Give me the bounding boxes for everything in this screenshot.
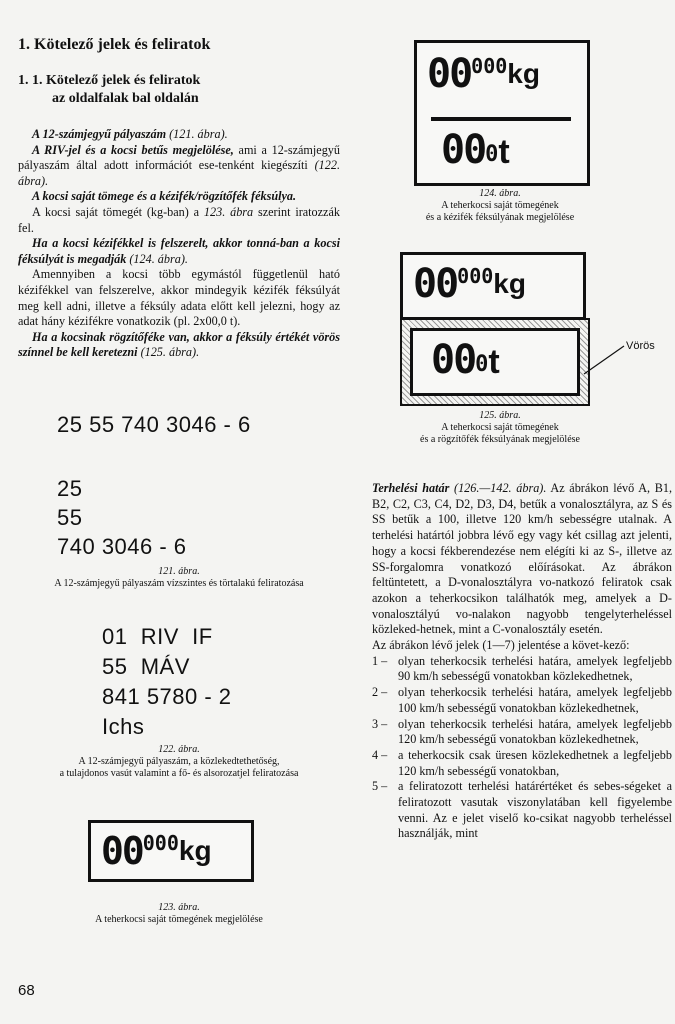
figure-number: 121. ábra.: [158, 566, 200, 577]
fig125-red-frame: [400, 318, 590, 406]
fig122-line4: Ichs: [102, 714, 145, 739]
list-item: [372, 748, 672, 779]
fig122-caption: [18, 744, 340, 780]
figure-ref: (124. ábra).: [126, 251, 188, 266]
paragraph: [18, 236, 340, 267]
brake-weight-panel: [410, 328, 580, 396]
bold-italic-text: Ha a kocsi kézifékkel is felszerelt, akkor tonná-ban a kocsi féksúlyát is megadják: [18, 236, 340, 266]
figure-number: 124. ábra.: [479, 188, 521, 199]
figure-ref: (125. ábra).: [137, 345, 200, 360]
caption-text: A 12-számjegyű pályaszám vízszintes és törtalakú feliratozása: [54, 578, 304, 589]
caption-text: és a kézifék féksúlyának megjelölése: [425, 212, 575, 223]
leader-line: [580, 340, 630, 380]
fig121-horizontal-number: 25 55 740 3046 - 6: [57, 412, 251, 437]
paragraph: [18, 205, 340, 236]
fig122-inscriptions: [102, 622, 232, 742]
fig121-caption: [18, 566, 340, 590]
page-number: 68: [18, 982, 35, 999]
paragraph: [18, 330, 340, 361]
small-digits: 000: [457, 264, 494, 288]
red-label: Vörös: [626, 340, 655, 352]
figure-number: 122. ábra.: [158, 744, 200, 755]
paragraph: [18, 127, 340, 143]
subsection-heading: [18, 72, 200, 108]
fig121-fraction-number: [57, 474, 187, 561]
paragraph: [18, 189, 340, 205]
item-text: a feliratozott terhelési határértéket és sebes-ségeket a feliratozott vasutak viszonylatában kell figyelembe venni. Az e jelet viselő ko-csikat nagyobb terheléssel használják, mint: [398, 779, 672, 841]
fig124-caption: [372, 188, 628, 224]
caption-text: A teherkocsi saját tömegének: [441, 422, 559, 433]
subsection-title-line2: az oldalfalak bal oldalán: [52, 91, 199, 106]
unit-kg: kg: [178, 835, 212, 866]
brake-weight-digits: [431, 337, 500, 383]
bold-italic-text: A RIV-jel és a kocsi betűs megjelölése,: [32, 142, 234, 157]
paragraph: Az ábrákon lévő jelek (1—7) jelentése a követ-kező:: [372, 638, 630, 653]
leader-line-stroke: [584, 346, 624, 374]
fig122-line1: 01 RIV IF: [102, 624, 213, 649]
bold-italic-text: A 12-számjegyű pályaszám: [32, 127, 167, 141]
mass-digits: [413, 261, 526, 307]
figure-ref: (126.—142. ábra).: [449, 481, 547, 495]
figure-number: 123. ábra.: [158, 902, 200, 913]
list-item: [372, 685, 672, 716]
paragraph: [18, 267, 340, 329]
fig121-line1: 25: [57, 476, 83, 501]
mass-digits: [427, 51, 540, 97]
text: szerint iratozzák fel.: [18, 204, 340, 235]
fig123-mass-panel: [88, 820, 254, 882]
fig125-mass-panel: [400, 252, 586, 320]
item-number: 2 –: [372, 685, 388, 700]
caption-text: és a rögzítőfék féksúlyának megjelölése: [420, 434, 580, 445]
caption-text: A teherkocsi saját tömegének: [441, 200, 559, 211]
caption-text: a tulajdonos vasút valamint a fő- és alsorozatjel feliratozása: [59, 768, 299, 779]
small-digits: 000: [142, 831, 179, 855]
paragraph: [372, 481, 672, 638]
item-text: olyan teherkocsik terhelési határa, amelyek legfeljebb 100 km/h sebességű vonatokban közlekedhetnek,: [398, 685, 672, 715]
unit-t: t: [498, 133, 510, 171]
unit-kg: kg: [507, 58, 540, 89]
figure-ref: (121. ábra).: [169, 127, 228, 141]
text: Amennyiben a kocsi több egymástól függetlenül ható kézifékkel van felszerelve, akkor mindegyik kézifék féksúlyát meg kell adni, illetve a féksúly adata előtt kell jelezni, hogy az adat hány kézifékre vonatkozik (pl. 2x00,0 t).: [18, 267, 340, 329]
unit-t: t: [488, 343, 500, 381]
bold-italic-text: A kocsi saját tömege és a kézifék/rögzítőfék féksúlya.: [32, 189, 297, 204]
text: ami a 12-számjegyű pályaszám által adott információt ese-tenként kiegészíti: [18, 142, 340, 173]
sign-meaning-list: [372, 654, 672, 842]
item-number: 1 –: [372, 653, 388, 668]
big-digits: 00: [431, 337, 476, 383]
text: Az ábrákon lévő A, B1, B2, C2, C3, C4, D2, D3, D4, betűk a vonalosztályra, az S és SS betűk a 100, illetve 120 km/h sebességre utalnak. A terhelési határtól jobbra lévő egy vagy két csillag azt jelenti, hogy a kocsi fékberendezése nem elégíti ki az S-, illetve az SS-forgalomra vonatkozó előírásokat. Az ábrákon feltüntetett, a D-vonalosztályra vo-natkozó feliratok csak azokon a teherkocsikon találhatók meg, amelyek a D-vonalosztályú vo-nalakon nagyobb tengelyterheléssel közleked-hetnek, mint a C-vonalosztály esetén.: [372, 481, 673, 637]
mass-digits: [101, 829, 235, 873]
figure-number: 125. ábra.: [479, 410, 521, 421]
item-number: 3 –: [372, 716, 388, 731]
fig122-line2: 55 MÁV: [102, 654, 190, 679]
left-body-text: [18, 127, 340, 361]
item-number: 4 –: [372, 747, 388, 762]
figure-ref: 123. ábra: [203, 204, 254, 219]
caption-text: A teherkocsi saját tömegének megjelölése: [95, 914, 263, 925]
bold-italic-text: Terhelési határ: [372, 481, 450, 495]
fig121-line3: 740 3046 - 6: [57, 534, 187, 559]
divider: [431, 117, 571, 121]
unit-kg: kg: [493, 268, 526, 299]
item-text: olyan teherkocsik terhelési határa, amelyek legfeljebb 120 km/h sebességű vonatokban közlekedhetnek,: [398, 716, 672, 747]
list-item: [372, 779, 672, 842]
list-item: [372, 654, 672, 685]
small-digits: 0: [485, 142, 499, 167]
text: A kocsi saját tömegét (kg-ban) a: [32, 204, 204, 219]
section-title: 1. Kötelező jelek és feliratok: [18, 36, 211, 53]
item-text: olyan teherkocsik terhelési határa, amelyek legfeljebb 90 km/h sebességű vonatokban közlekedhetnek,: [398, 653, 672, 684]
brake-weight-digits: [441, 127, 510, 173]
bold-italic-text: Ha a kocsinak rögzítőféke van, akkor a féksúly értékét vörös színnel be kell keretezni: [18, 329, 340, 360]
fig124-panel: [414, 40, 590, 186]
fig122-line3: 841 5780 - 2: [102, 684, 232, 709]
figure-ref: (122. ábra).: [18, 158, 340, 188]
small-digits: 0: [475, 352, 489, 377]
item-text: a teherkocsik csak üresen közlekedhetnek a legfeljebb 120 km/h sebességű vonatokban,: [398, 747, 672, 778]
right-body-text: [372, 481, 672, 842]
list-item: [372, 717, 672, 748]
big-digits: 00: [101, 829, 143, 873]
fig125-caption: [372, 410, 628, 446]
item-number: 5 –: [372, 779, 388, 794]
fig123-caption: [18, 902, 340, 926]
big-digits: 00: [427, 51, 472, 97]
caption-text: A 12-számjegyű pályaszám, a közlekedtethetőség,: [78, 756, 280, 767]
big-digits: 00: [441, 127, 486, 173]
subsection-title-line1: Kötelező jelek és feliratok: [46, 73, 201, 88]
small-digits: 000: [471, 54, 508, 78]
paragraph: [18, 143, 340, 190]
subsection-number: 1. 1.: [18, 73, 43, 88]
big-digits: 00: [413, 261, 458, 307]
fig121-line2: 55: [57, 505, 83, 530]
